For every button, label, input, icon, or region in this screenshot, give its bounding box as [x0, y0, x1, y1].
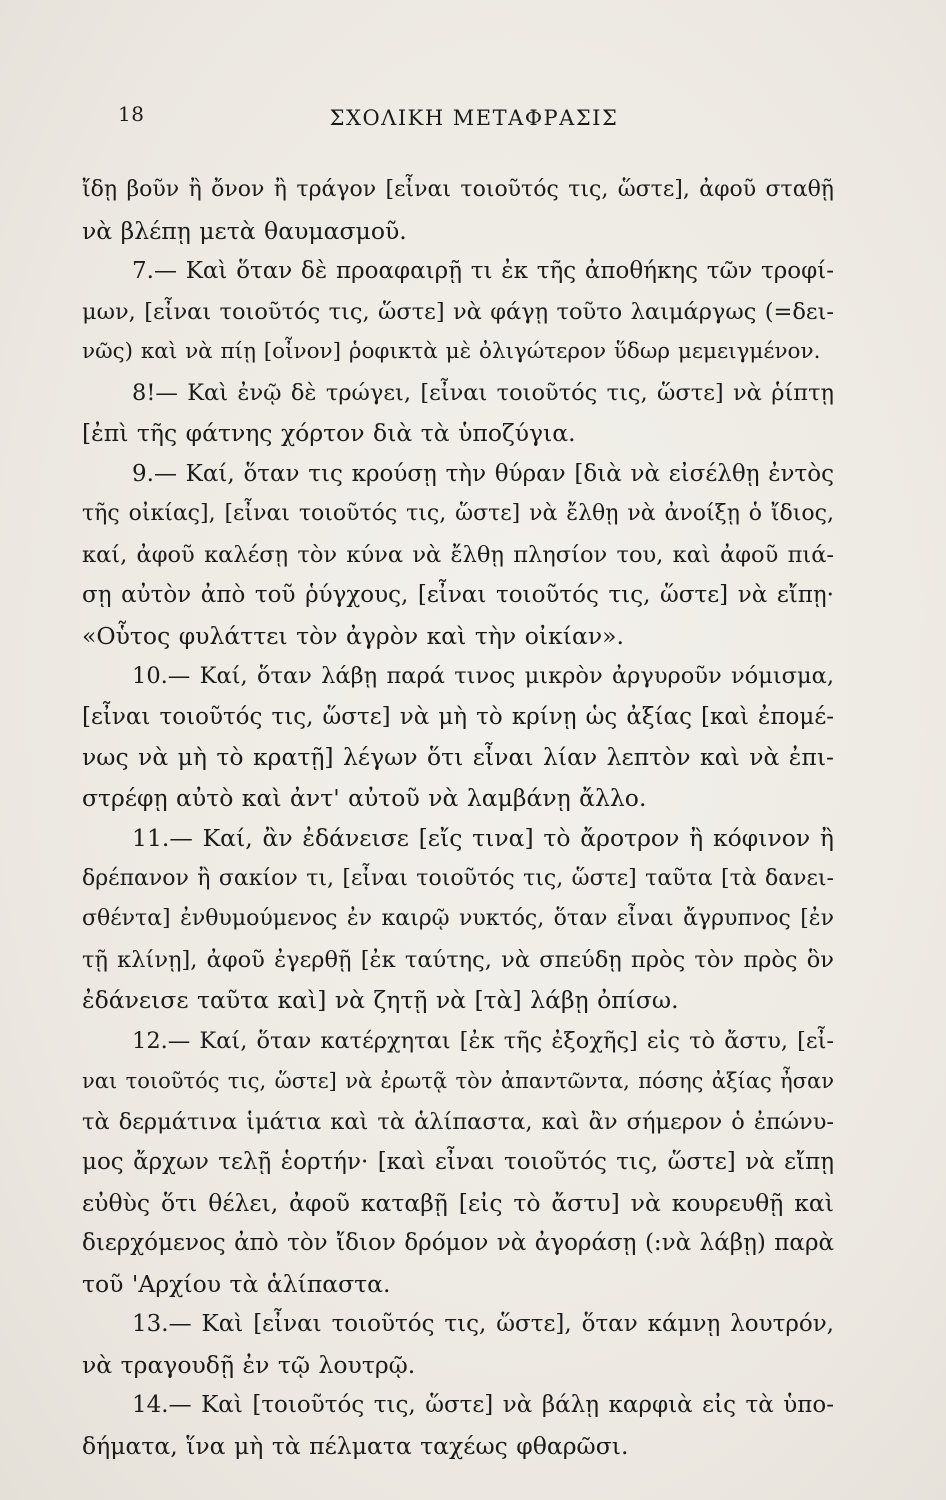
- text-line: 13.— Καὶ [εἶναι τοιοῦτός τις, ὥστε], ὅταν κάμνῃ λουτρόν,: [132, 1311, 834, 1337]
- text-line: εὐθὺς ὅτι θέλει, ἀφοῦ καταβῇ [εἰς τὸ ἄστυ] νὰ κουρευθῇ καὶ: [82, 1188, 834, 1217]
- text-line: νῶς) καὶ νὰ πίῃ [οἶνον] ῥοφικτὰ μὲ ὀλιγώτερον ὕδωρ μεμειγμένον.: [82, 339, 821, 364]
- text-line: 14.— Καὶ [τοιοῦτός τις, ὥστε] νὰ βάλῃ καρφιὰ εἰς τὰ ὑπο-: [132, 1392, 834, 1418]
- text-line: 11.— Καί, ἂν ἐδάνεισε [εἴς τινα] τὸ ἄροτρον ἢ κόφινον ἢ: [132, 824, 834, 852]
- text-line: 9.— Καί, ὅταν τις κρούσῃ τὴν θύραν [διὰ νὰ εἰσέλθῃ ἐντὸς: [132, 460, 834, 487]
- page-number: 18: [118, 102, 145, 126]
- text-line: [ἐπὶ τῆς φάτνης χόρτον διὰ τὰ ὑποζύγια.: [82, 419, 576, 447]
- text-line: 12.— Καί, ὅταν κατέρχηται [ἐκ τῆς ἐξοχῆς] εἰς τὸ ἄστυ, [εἶ-: [132, 1027, 834, 1054]
- text-line: 8!— Καὶ ἐνῷ δὲ τρώγει, [εἶναι τοιοῦτός τις, ὥστε] νὰ ῥίπτῃ: [132, 379, 834, 406]
- text-line: τὰ δερμάτινα ἱμάτια καὶ τὰ ἁλίπαστα, καὶ ἂν σήμερον ὁ ἐπώνυ-: [82, 1108, 834, 1135]
- text-line: τῇ κλίνῃ], ἀφοῦ ἐγερθῇ [ἐκ ταύτης, νὰ σπεύδῃ πρὸς τὸν πρὸς ὃν: [82, 946, 834, 973]
- text-line: δήματα, ἵνα μὴ τὰ πέλματα ταχέως φθαρῶσι.: [82, 1431, 629, 1460]
- text-line: τῆς οἰκίας], [εἶναι τοιοῦτός τις, ὥστε] νὰ ἔλθῃ νὰ ἀνοίξῃ ὁ ἴδιος,: [82, 501, 834, 526]
- text-line: 10.— Καί, ὅταν λάβῃ παρά τινος μικρὸν ἀργυροῦν νόμισμα,: [132, 663, 834, 689]
- text-line: ἴδῃ βοῦν ἢ ὄνον ἢ τράγον [εἶναι τοιοῦτός τις, ὥστε], ἀφοῦ σταθῇ: [82, 177, 834, 202]
- text-line: μος ἄρχων τελῇ ἑορτήν· [καὶ εἶναι τοιοῦτός τις, ὥστε] νὰ εἴπῃ: [82, 1149, 834, 1175]
- body-text: [82, 170, 834, 1466]
- text-line: διερχόμενος ἀπὸ τὸν ἴδιον δρόμον νὰ ἀγοράσῃ (:νὰ λάβῃ) παρὰ: [82, 1230, 834, 1256]
- text-line: καί, ἀφοῦ καλέσῃ τὸν κύνα νὰ ἔλθῃ πλησίον του, καὶ ἀφοῦ πιά-: [82, 541, 834, 568]
- text-line: 7.— Καὶ ὅταν δὲ προαφαιρῇ τι ἐκ τῆς ἀποθήκης τῶν τροφί-: [132, 258, 834, 284]
- text-line: μων, [εἶναι τοιοῦτός τις, ὥστε] νὰ φάγῃ τοῦτο λαιμάργως (=δει-: [82, 298, 834, 325]
- page-header: [118, 102, 830, 142]
- running-head: ΣΧΟΛΙΚΗ ΜΕΤΑΦΡΑΣΙΣ: [329, 106, 619, 130]
- text-line: ἐδάνεισε ταῦτα καὶ] νὰ ζητῇ νὰ [τὰ] λάβῃ ὀπίσω.: [82, 986, 679, 1014]
- text-line: [εἶναι τοιοῦτός τις, ὥστε] νὰ μὴ τὸ κρίνῃ ὡς ἀξίας [καὶ ἐπομέ-: [82, 703, 834, 730]
- text-line: σθέντα] ἐνθυμούμενος ἐν καιρῷ νυκτός, ὅταν εἶναι ἄγρυπνος [ἐν: [82, 906, 834, 931]
- text-line: «Οὗτος φυλάττει τὸν ἀγρὸν καὶ τὴν οἰκίαν».: [82, 621, 624, 650]
- text-line: τοῦ 'Αρχίου τὰ ἁλίπαστα.: [82, 1269, 391, 1298]
- text-line: δρέπανον ἢ σακίον τι, [εἶναι τοιοῦτός τις, ὥστε] ταῦτα [τὰ δανει-: [82, 865, 834, 891]
- text-line: νὰ τραγουδῇ ἐν τῷ λουτρῷ.: [82, 1350, 416, 1379]
- text-line: νὰ βλέπῃ μετὰ θαυμασμοῦ.: [82, 216, 407, 245]
- text-line: σῃ αὐτὸν ἀπὸ τοῦ ῥύγχους, [εἶναι τοιοῦτός τις, ὥστε] νὰ εἴπῃ·: [82, 582, 834, 608]
- text-line: ναι τοιοῦτός τις, ὥστε] νὰ ἐρωτᾷ τὸν ἀπαντῶντα, πόσης ἀξίας ἦσαν: [82, 1069, 834, 1093]
- text-line: νως νὰ μὴ τὸ κρατῇ] λέγων ὅτι εἶναι λίαν λεπτὸν καὶ νὰ ἐπι-: [82, 743, 834, 771]
- text-line: στρέφῃ αὐτὸ καὶ ἀντ' αὐτοῦ νὰ λαμβάνῃ ἄλλο.: [82, 783, 647, 812]
